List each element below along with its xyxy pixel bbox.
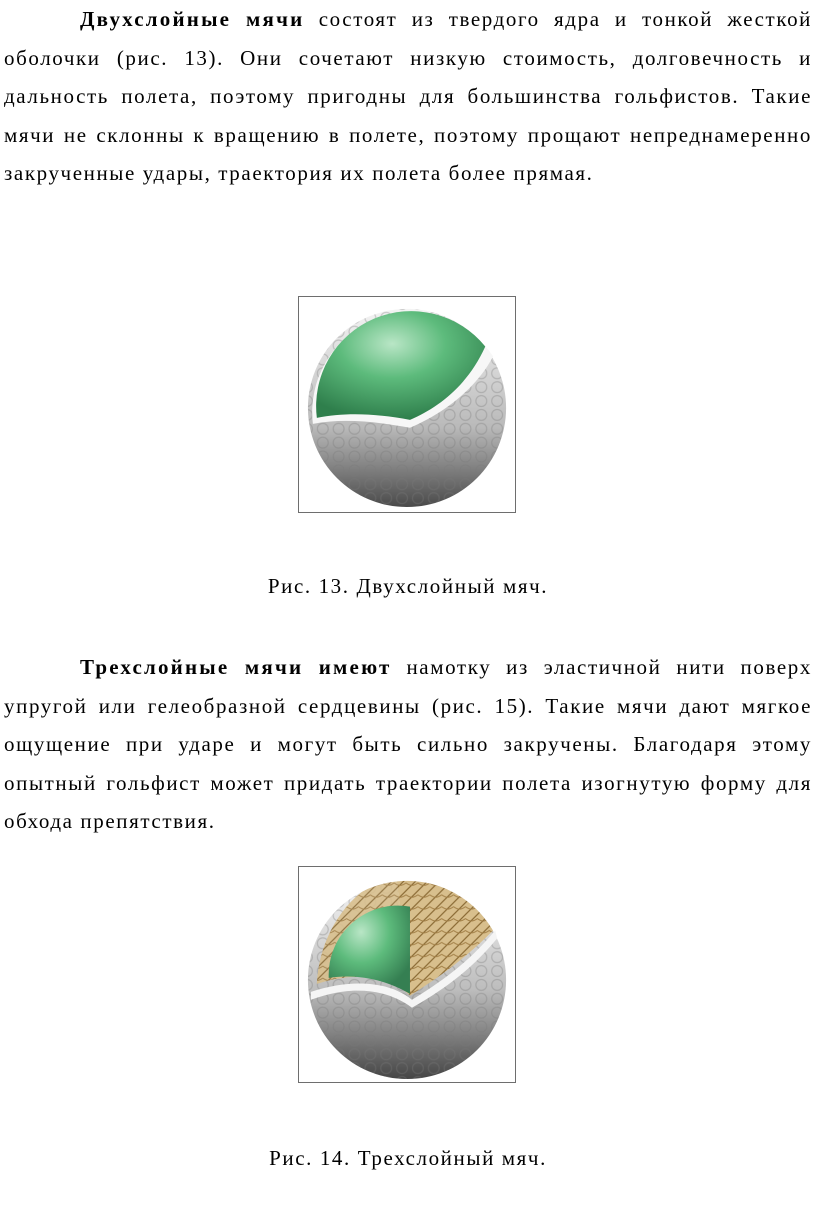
figure-three-layer-ball xyxy=(298,866,516,1083)
paragraph-two-layer-text: состоят из твердого ядра и тонкой жесткой оболочки (рис. 13). Они сочетают низкую стоимость, долговечность и дальность полета, поэтому пригодны для большинства гольфистов. Такие мячи не склонны к вращению в полете, поэтому прощают непреднамеренно закрученные удары, траектория их полета более прямая. xyxy=(4,7,813,185)
term-three-layer-balls: Трехслойные мячи имеют xyxy=(80,655,392,679)
three-layer-ball-illustration xyxy=(299,867,515,1082)
paragraph-three-layer-text: намотку из эластичной нити поверх упругой или гелеобразной сердцевины (рис. 15). Такие мячи дают мягкое ощущение при ударе и могут быть сильно закручены. Благодаря этому опытный гольфист может придать траектории полета изогнутую форму для обхода препятствия. xyxy=(4,655,812,833)
term-two-layer-balls: Двухслойные мячи xyxy=(80,7,305,31)
paragraph-two-layer-balls xyxy=(4,0,812,193)
paragraph-three-layer-balls xyxy=(4,648,812,841)
figure-caption-14: Рис. 14. Трехслойный мяч. xyxy=(269,1146,547,1170)
two-layer-ball-illustration xyxy=(299,297,515,512)
figure-caption-13: Рис. 13. Двухслойный мяч. xyxy=(267,574,549,598)
figure-two-layer-ball xyxy=(298,296,516,513)
